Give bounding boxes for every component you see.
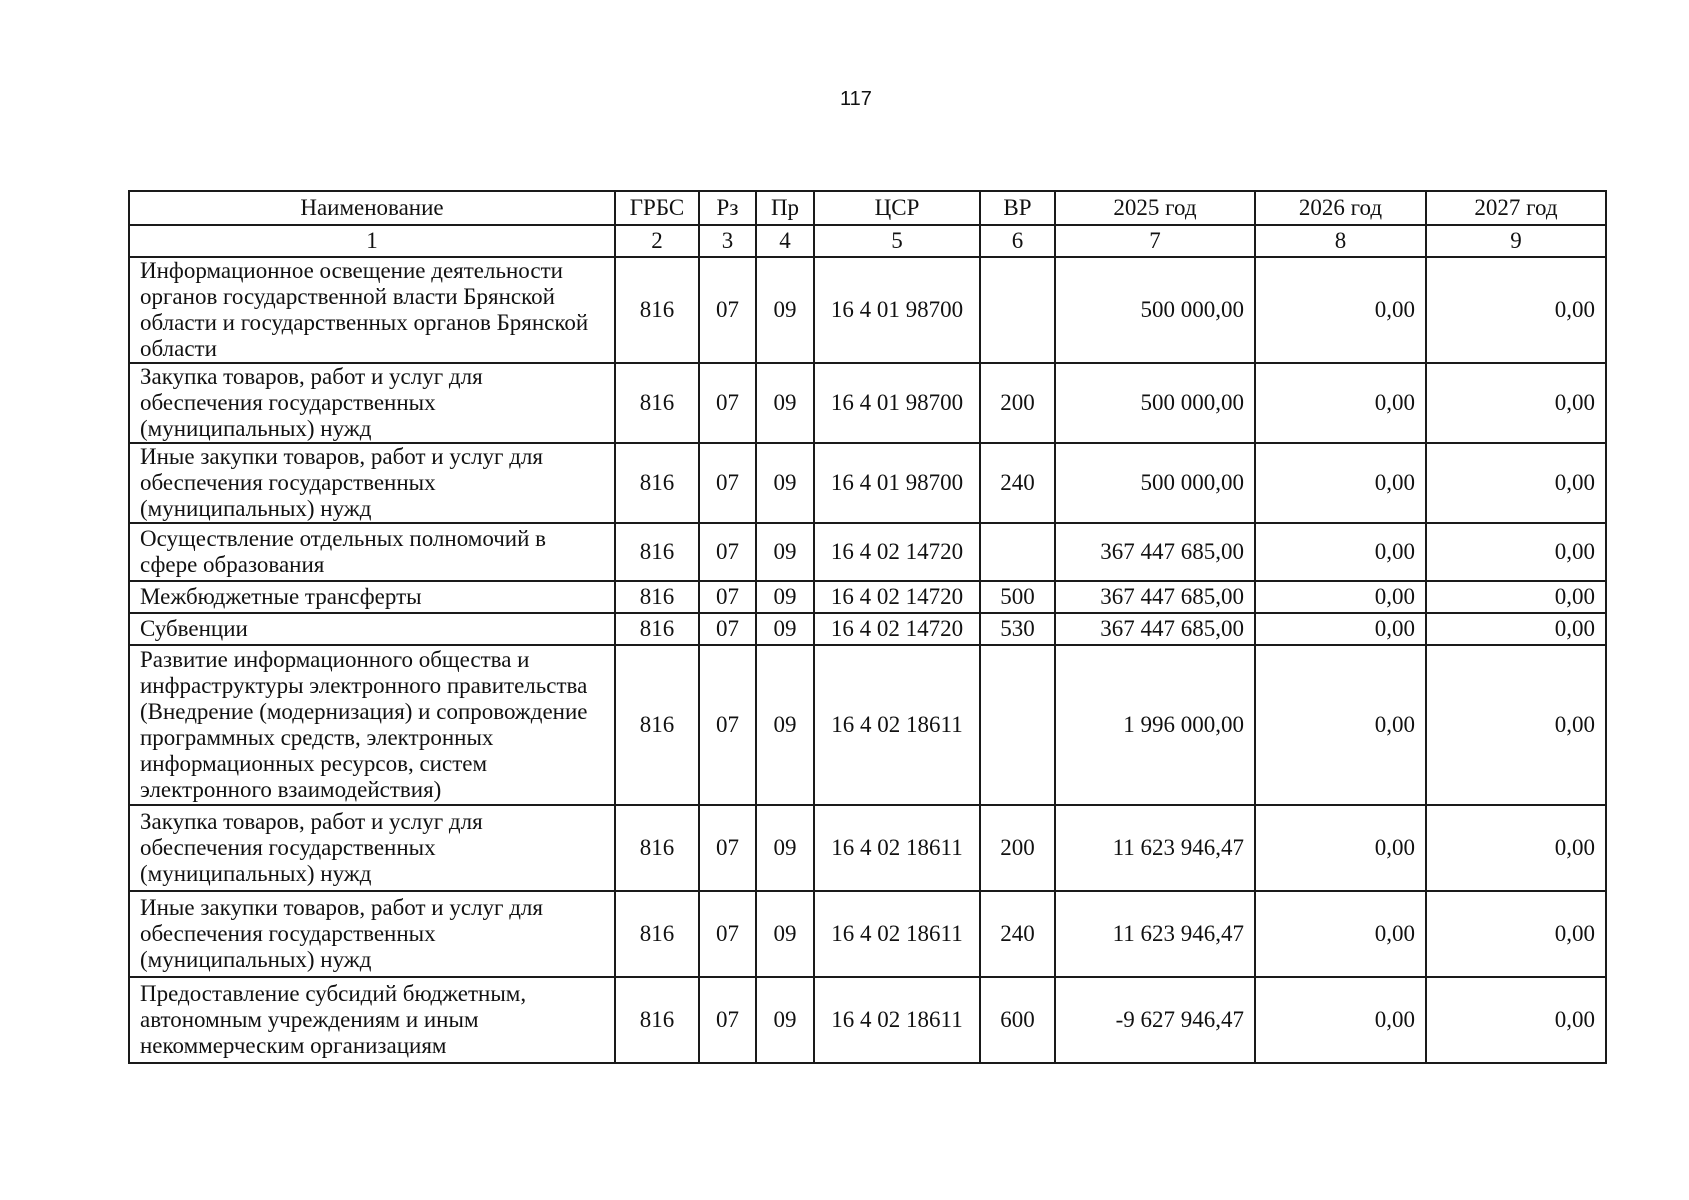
column-number: 4 xyxy=(756,225,814,257)
table-row xyxy=(129,805,1606,891)
row-csr: 16 4 02 18611 xyxy=(814,805,980,891)
column-number: 2 xyxy=(615,225,699,257)
row-csr: 16 4 01 98700 xyxy=(814,363,980,443)
row-pr: 09 xyxy=(756,363,814,443)
table-row xyxy=(129,977,1606,1063)
row-amount-2026: 0,00 xyxy=(1255,613,1426,645)
column-number: 3 xyxy=(699,225,756,257)
row-rz: 07 xyxy=(699,443,756,523)
column-number: 6 xyxy=(980,225,1055,257)
column-number: 1 xyxy=(129,225,615,257)
row-grbs: 816 xyxy=(615,581,699,613)
row-pr: 09 xyxy=(756,977,814,1063)
table-row xyxy=(129,891,1606,977)
row-amount-2026: 0,00 xyxy=(1255,363,1426,443)
row-vr: 240 xyxy=(980,891,1055,977)
row-amount-2025: 500 000,00 xyxy=(1055,443,1255,523)
row-grbs: 816 xyxy=(615,805,699,891)
row-amount-2026: 0,00 xyxy=(1255,805,1426,891)
row-amount-2025: 11 623 946,47 xyxy=(1055,805,1255,891)
row-amount-2027: 0,00 xyxy=(1426,805,1606,891)
row-grbs: 816 xyxy=(615,363,699,443)
row-csr: 16 4 02 14720 xyxy=(814,581,980,613)
header-year-2025: 2025 год xyxy=(1055,191,1255,225)
row-name: Иные закупки товаров, работ и услуг для обеспечения государственных (муниципальных) нужд xyxy=(129,891,615,977)
column-number: 9 xyxy=(1426,225,1606,257)
row-vr xyxy=(980,257,1055,363)
row-csr: 16 4 02 18611 xyxy=(814,977,980,1063)
row-rz: 07 xyxy=(699,257,756,363)
row-rz: 07 xyxy=(699,977,756,1063)
budget-table xyxy=(128,190,1607,1064)
row-csr: 16 4 02 18611 xyxy=(814,645,980,805)
row-csr: 16 4 01 98700 xyxy=(814,257,980,363)
row-amount-2027: 0,00 xyxy=(1426,977,1606,1063)
row-vr: 500 xyxy=(980,581,1055,613)
row-grbs: 816 xyxy=(615,977,699,1063)
row-amount-2027: 0,00 xyxy=(1426,581,1606,613)
row-grbs: 816 xyxy=(615,443,699,523)
row-amount-2026: 0,00 xyxy=(1255,257,1426,363)
column-number-row xyxy=(129,225,1606,257)
row-vr: 530 xyxy=(980,613,1055,645)
row-vr xyxy=(980,523,1055,581)
row-rz: 07 xyxy=(699,523,756,581)
row-amount-2025: 367 447 685,00 xyxy=(1055,613,1255,645)
table-row xyxy=(129,581,1606,613)
row-vr: 600 xyxy=(980,977,1055,1063)
table-row xyxy=(129,645,1606,805)
row-vr: 240 xyxy=(980,443,1055,523)
row-pr: 09 xyxy=(756,613,814,645)
row-grbs: 816 xyxy=(615,891,699,977)
row-name: Иные закупки товаров, работ и услуг для обеспечения государственных (муниципальных) нужд xyxy=(129,443,615,523)
row-grbs: 816 xyxy=(615,523,699,581)
table-row xyxy=(129,443,1606,523)
table-row xyxy=(129,363,1606,443)
row-amount-2026: 0,00 xyxy=(1255,581,1426,613)
row-amount-2026: 0,00 xyxy=(1255,523,1426,581)
row-amount-2027: 0,00 xyxy=(1426,645,1606,805)
header-name: Наименование xyxy=(129,191,615,225)
row-amount-2025: 11 623 946,47 xyxy=(1055,891,1255,977)
row-rz: 07 xyxy=(699,581,756,613)
header-csr: ЦСР xyxy=(814,191,980,225)
row-vr: 200 xyxy=(980,805,1055,891)
row-amount-2025: 367 447 685,00 xyxy=(1055,523,1255,581)
row-amount-2025: 500 000,00 xyxy=(1055,363,1255,443)
table-row xyxy=(129,523,1606,581)
row-pr: 09 xyxy=(756,581,814,613)
row-csr: 16 4 01 98700 xyxy=(814,443,980,523)
row-csr: 16 4 02 14720 xyxy=(814,523,980,581)
row-name: Развитие информационного общества и инфраструктуры электронного правительства (Внедрение (модернизация) и сопровождение программных средств, электронных информационных ресурсов, систем электронного взаимодействия) xyxy=(129,645,615,805)
column-number: 5 xyxy=(814,225,980,257)
row-name: Закупка товаров, работ и услуг для обеспечения государственных (муниципальных) нужд xyxy=(129,363,615,443)
row-name: Закупка товаров, работ и услуг для обеспечения государственных (муниципальных) нужд xyxy=(129,805,615,891)
row-rz: 07 xyxy=(699,363,756,443)
row-amount-2025: 367 447 685,00 xyxy=(1055,581,1255,613)
row-amount-2027: 0,00 xyxy=(1426,613,1606,645)
row-name: Предоставление субсидий бюджетным, автономным учреждениям и иным некоммерческим организациям xyxy=(129,977,615,1063)
row-grbs: 816 xyxy=(615,613,699,645)
row-vr: 200 xyxy=(980,363,1055,443)
row-name: Осуществление отдельных полномочий в сфере образования xyxy=(129,523,615,581)
row-name: Субвенции xyxy=(129,613,615,645)
row-csr: 16 4 02 18611 xyxy=(814,891,980,977)
row-amount-2026: 0,00 xyxy=(1255,977,1426,1063)
row-amount-2026: 0,00 xyxy=(1255,891,1426,977)
column-number: 7 xyxy=(1055,225,1255,257)
row-amount-2027: 0,00 xyxy=(1426,443,1606,523)
row-rz: 07 xyxy=(699,645,756,805)
row-pr: 09 xyxy=(756,257,814,363)
row-amount-2027: 0,00 xyxy=(1426,891,1606,977)
header-grbs: ГРБС xyxy=(615,191,699,225)
row-pr: 09 xyxy=(756,443,814,523)
column-number: 8 xyxy=(1255,225,1426,257)
row-amount-2025: -9 627 946,47 xyxy=(1055,977,1255,1063)
row-pr: 09 xyxy=(756,523,814,581)
row-vr xyxy=(980,645,1055,805)
row-amount-2026: 0,00 xyxy=(1255,443,1426,523)
row-name: Межбюджетные трансферты xyxy=(129,581,615,613)
header-vr: ВР xyxy=(980,191,1055,225)
page-number: 117 xyxy=(840,88,872,110)
table-row xyxy=(129,613,1606,645)
header-rz: Рз xyxy=(699,191,756,225)
row-pr: 09 xyxy=(756,645,814,805)
row-amount-2027: 0,00 xyxy=(1426,363,1606,443)
row-name: Информационное освещение деятельности органов государственной власти Брянской области и государственных органов Брянской области xyxy=(129,257,615,363)
header-year-2027: 2027 год xyxy=(1426,191,1606,225)
row-csr: 16 4 02 14720 xyxy=(814,613,980,645)
row-rz: 07 xyxy=(699,805,756,891)
row-pr: 09 xyxy=(756,805,814,891)
row-pr: 09 xyxy=(756,891,814,977)
header-year-2026: 2026 год xyxy=(1255,191,1426,225)
row-rz: 07 xyxy=(699,891,756,977)
row-rz: 07 xyxy=(699,613,756,645)
row-grbs: 816 xyxy=(615,257,699,363)
row-amount-2027: 0,00 xyxy=(1426,257,1606,363)
row-amount-2027: 0,00 xyxy=(1426,523,1606,581)
header-row xyxy=(129,191,1606,225)
row-amount-2025: 500 000,00 xyxy=(1055,257,1255,363)
table-row xyxy=(129,257,1606,363)
header-pr: Пр xyxy=(756,191,814,225)
row-amount-2026: 0,00 xyxy=(1255,645,1426,805)
row-grbs: 816 xyxy=(615,645,699,805)
row-amount-2025: 1 996 000,00 xyxy=(1055,645,1255,805)
